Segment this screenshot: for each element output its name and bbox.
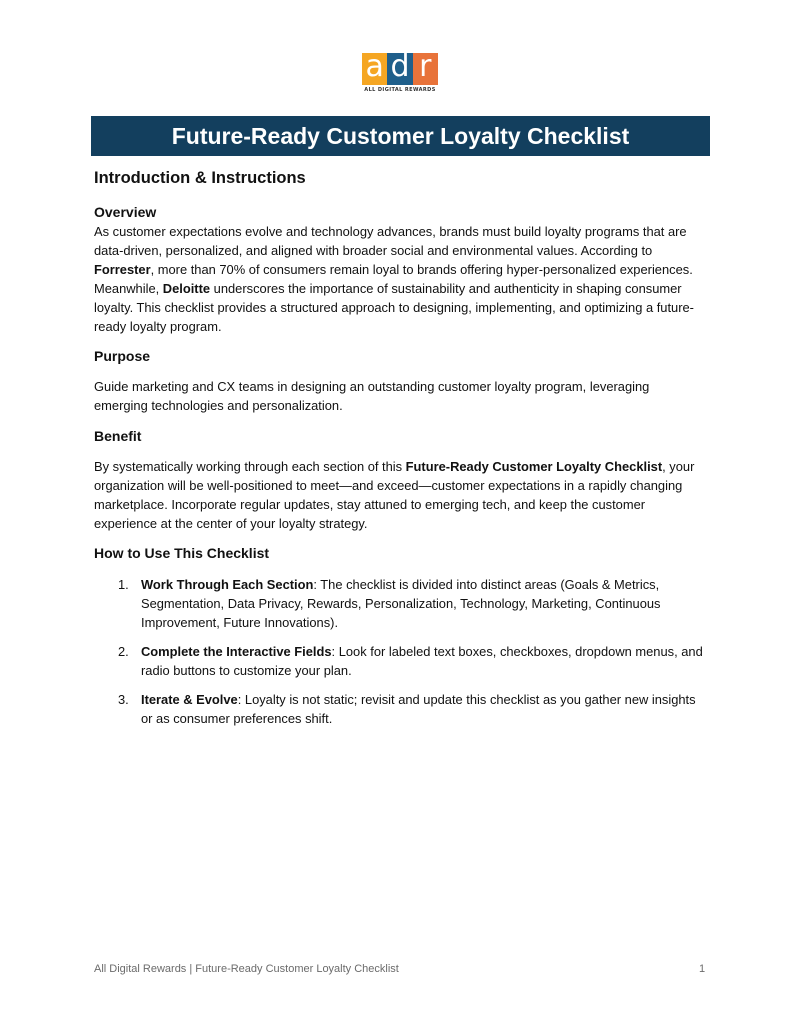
- step-title: Work Through Each Section: [141, 577, 314, 592]
- benefit-text-1: By systematically working through each section of this: [94, 459, 406, 474]
- step-number: 3.: [118, 692, 129, 707]
- step-title: Iterate & Evolve: [141, 692, 238, 707]
- logo-block-a: a: [362, 53, 387, 85]
- checklist-bold: Future-Ready Customer Loyalty Checklist: [405, 459, 663, 474]
- overview-text-2: , more than 70% of consumers remain loyal to brands offering hyper-personalized experiences. Meanwhile,: [94, 262, 693, 296]
- step-text: : Loyalty is not static; revisit and update this checklist as you gather new insights or as consumer preferences shift.: [141, 692, 696, 726]
- logo-block-d: d: [387, 53, 412, 85]
- step-text: : Look for labeled text boxes, checkboxes, dropdown menus, and radio buttons to customize your plan.: [141, 644, 703, 678]
- logo-tagline: ALL DIGITAL REWARDS: [364, 87, 436, 93]
- purpose-heading: Purpose: [94, 348, 151, 364]
- step-number: 2.: [118, 644, 129, 659]
- page-title: Future-Ready Customer Loyalty Checklist: [171, 122, 630, 149]
- benefit-text-2: , your organization will be well-positioned to meet—and exceed—customer expectations in a rapidly changing marketplace. Incorporate regular updates, stay attuned to emerging tech, and keep the customer experience at the center of your loyalty strategy.: [94, 459, 695, 531]
- benefit-paragraph: [94, 457, 706, 533]
- overview-paragraph: [94, 222, 706, 336]
- intro-heading: Introduction & Instructions: [94, 169, 306, 187]
- step-text: : The checklist is divided into distinct areas (Goals & Metrics, Segmentation, Data Privacy, Rewards, Personalization, Technology, Marketing, Continuous Improvement, Future Innovations).: [141, 577, 661, 630]
- page-number: 1: [699, 963, 706, 975]
- logo-block-r: r: [413, 53, 438, 85]
- overview-text-1: As customer expectations evolve and technology advances, brands must build loyalty programs that are data-driven, personalized, and aligned with broader social and environmental values. According to: [94, 224, 687, 258]
- how-to-heading: How to Use This Checklist: [94, 545, 270, 561]
- step-number: 1.: [118, 577, 129, 592]
- title-banner: [91, 116, 710, 156]
- forrester-bold: Forrester: [94, 262, 151, 277]
- overview-heading: Overview: [94, 204, 157, 220]
- page-footer: All Digital Rewards | Future-Ready Customer Loyalty Checklist: [94, 963, 399, 975]
- company-logo: [362, 49, 438, 95]
- purpose-paragraph: Guide marketing and CX teams in designing an outstanding customer loyalty program, leveraging emerging technologies and personalization.: [94, 379, 650, 413]
- overview-text-3: underscores the importance of sustainability and authenticity in shaping consumer loyalty. This checklist provides a structured approach to designing, implementing, and optimizing a future-ready loyalty program.: [94, 281, 694, 334]
- deloitte-bold: Deloitte: [162, 281, 211, 296]
- step-title: Complete the Interactive Fields: [141, 644, 332, 659]
- benefit-heading: Benefit: [94, 428, 142, 444]
